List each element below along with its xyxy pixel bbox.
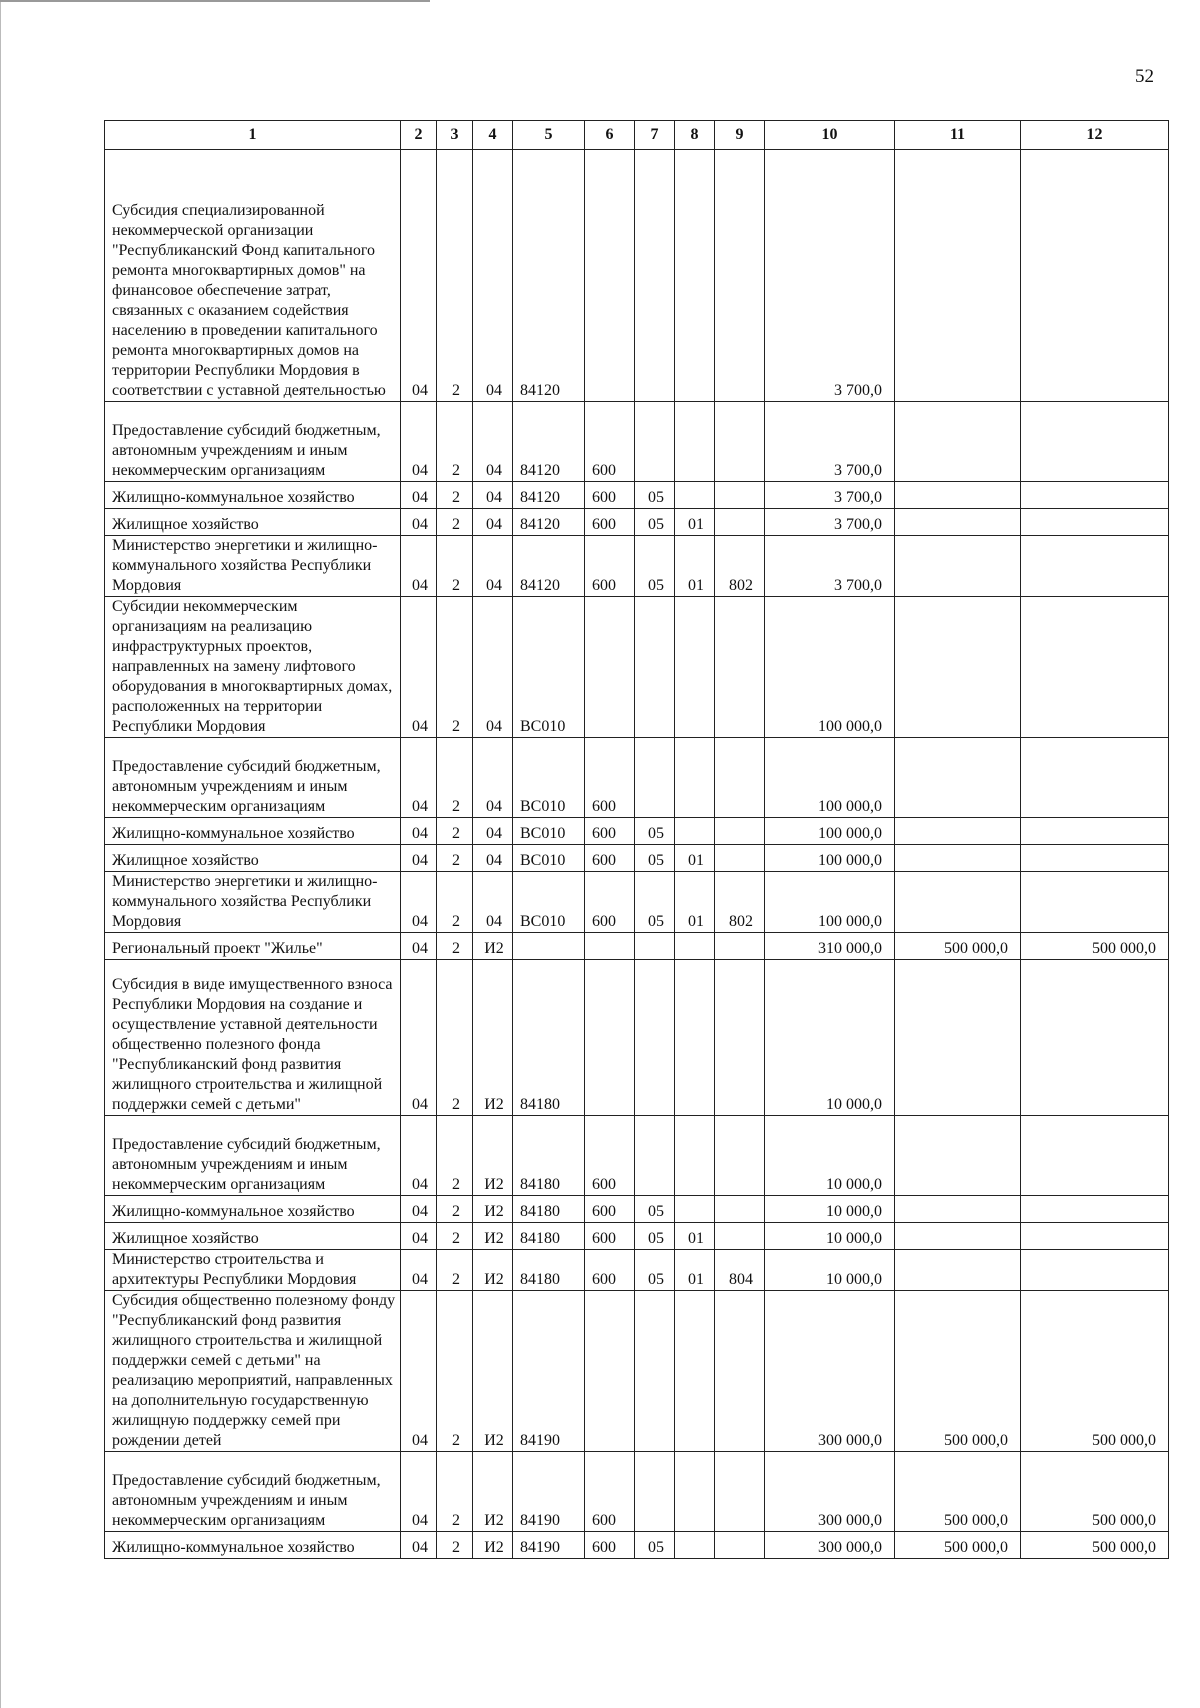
code-col-6: 600 <box>585 536 635 597</box>
amount-col-12 <box>1021 597 1169 738</box>
row-name: Жилищное хозяйство <box>105 509 401 536</box>
code-col-2: 04 <box>401 509 437 536</box>
amount-col-12 <box>1021 509 1169 536</box>
code-col-5: 84120 <box>513 509 585 536</box>
code-col-8 <box>675 1291 715 1452</box>
amount-col-12 <box>1021 1250 1169 1291</box>
code-col-4: 04 <box>473 818 513 845</box>
amount-col-11 <box>895 845 1021 872</box>
code-col-3: 2 <box>437 1291 473 1452</box>
header-row <box>105 121 1169 150</box>
code-col-6: 600 <box>585 845 635 872</box>
row-name: Министерство строительства и архитектуры Республики Мордовия <box>105 1250 401 1291</box>
code-col-4: 04 <box>473 597 513 738</box>
code-col-9: 802 <box>715 536 765 597</box>
table-row <box>105 1223 1169 1250</box>
table-row <box>105 402 1169 482</box>
code-col-6: 600 <box>585 1223 635 1250</box>
amount-col-10: 100 000,0 <box>765 738 895 818</box>
code-col-2: 04 <box>401 402 437 482</box>
code-col-9 <box>715 402 765 482</box>
code-col-7 <box>635 597 675 738</box>
row-name: Предоставление субсидий бюджетным, автономным учреждениям и иным некоммерческим организациям <box>105 738 401 818</box>
amount-col-12 <box>1021 482 1169 509</box>
code-col-8 <box>675 960 715 1116</box>
code-col-7 <box>635 933 675 960</box>
amount-col-11 <box>895 1250 1021 1291</box>
code-col-9 <box>715 1291 765 1452</box>
code-col-6: 600 <box>585 482 635 509</box>
code-col-7: 05 <box>635 482 675 509</box>
code-col-4: 04 <box>473 845 513 872</box>
table-row <box>105 1250 1169 1291</box>
code-col-3: 2 <box>437 738 473 818</box>
amount-col-11 <box>895 150 1021 402</box>
code-col-2: 04 <box>401 150 437 402</box>
code-col-5: 84120 <box>513 536 585 597</box>
code-col-9 <box>715 1116 765 1196</box>
amount-col-12: 500 000,0 <box>1021 1291 1169 1452</box>
row-name: Министерство энергетики и жилищно-коммунального хозяйства Республики Мордовия <box>105 872 401 933</box>
row-name: Министерство энергетики и жилищно-коммунального хозяйства Республики Мордовия <box>105 536 401 597</box>
code-col-8: 01 <box>675 1223 715 1250</box>
amount-col-11 <box>895 402 1021 482</box>
code-col-4: И2 <box>473 933 513 960</box>
amount-col-11 <box>895 509 1021 536</box>
budget-table <box>104 120 1169 1559</box>
amount-col-12 <box>1021 1196 1169 1223</box>
code-col-3: 2 <box>437 872 473 933</box>
code-col-8 <box>675 402 715 482</box>
code-col-4: 04 <box>473 482 513 509</box>
amount-col-12 <box>1021 536 1169 597</box>
code-col-9 <box>715 960 765 1116</box>
amount-col-12: 500 000,0 <box>1021 933 1169 960</box>
amount-col-11 <box>895 872 1021 933</box>
code-col-6 <box>585 933 635 960</box>
code-col-2: 04 <box>401 1452 437 1532</box>
code-col-4: 04 <box>473 738 513 818</box>
code-col-9 <box>715 150 765 402</box>
code-col-2: 04 <box>401 597 437 738</box>
table-body <box>105 150 1169 1559</box>
code-col-5: ВС010 <box>513 845 585 872</box>
code-col-7: 05 <box>635 509 675 536</box>
row-name: Жилищно-коммунальное хозяйство <box>105 1532 401 1559</box>
code-col-2: 04 <box>401 1223 437 1250</box>
code-col-4: 04 <box>473 509 513 536</box>
amount-col-12 <box>1021 818 1169 845</box>
code-col-9 <box>715 933 765 960</box>
code-col-2: 04 <box>401 960 437 1116</box>
code-col-8: 01 <box>675 845 715 872</box>
code-col-2: 04 <box>401 933 437 960</box>
amount-col-10: 100 000,0 <box>765 872 895 933</box>
amount-col-10: 3 700,0 <box>765 482 895 509</box>
code-col-7 <box>635 402 675 482</box>
amount-col-10: 100 000,0 <box>765 845 895 872</box>
code-col-4: И2 <box>473 1223 513 1250</box>
table-row <box>105 150 1169 402</box>
scan-top-mark <box>0 0 430 2</box>
table-row <box>105 738 1169 818</box>
amount-col-10: 100 000,0 <box>765 597 895 738</box>
amount-col-10: 3 700,0 <box>765 509 895 536</box>
code-col-5: 84120 <box>513 402 585 482</box>
code-col-8: 01 <box>675 509 715 536</box>
code-col-3: 2 <box>437 1196 473 1223</box>
row-name: Жилищно-коммунальное хозяйство <box>105 482 401 509</box>
amount-col-10: 10 000,0 <box>765 1250 895 1291</box>
row-name: Жилищно-коммунальное хозяйство <box>105 818 401 845</box>
code-col-8 <box>675 1532 715 1559</box>
code-col-6 <box>585 597 635 738</box>
code-col-8 <box>675 150 715 402</box>
code-col-8 <box>675 818 715 845</box>
header-col-12: 12 <box>1021 121 1169 150</box>
amount-col-11 <box>895 1196 1021 1223</box>
code-col-5: 84180 <box>513 1196 585 1223</box>
code-col-4: И2 <box>473 1196 513 1223</box>
code-col-4: И2 <box>473 960 513 1116</box>
code-col-3: 2 <box>437 1452 473 1532</box>
code-col-6 <box>585 1291 635 1452</box>
code-col-3: 2 <box>437 597 473 738</box>
code-col-5: 84120 <box>513 482 585 509</box>
code-col-4: И2 <box>473 1532 513 1559</box>
header-col-1: 1 <box>105 121 401 150</box>
code-col-8: 01 <box>675 872 715 933</box>
code-col-2: 04 <box>401 1291 437 1452</box>
code-col-2: 04 <box>401 482 437 509</box>
code-col-9 <box>715 1196 765 1223</box>
code-col-8 <box>675 1196 715 1223</box>
code-col-7 <box>635 1452 675 1532</box>
amount-col-11 <box>895 1223 1021 1250</box>
code-col-8 <box>675 1116 715 1196</box>
amount-col-11 <box>895 738 1021 818</box>
code-col-6: 600 <box>585 872 635 933</box>
code-col-9 <box>715 1532 765 1559</box>
code-col-4: 04 <box>473 536 513 597</box>
code-col-7 <box>635 960 675 1116</box>
code-col-7: 05 <box>635 1250 675 1291</box>
code-col-5: 84180 <box>513 1250 585 1291</box>
code-col-7: 05 <box>635 845 675 872</box>
amount-col-11 <box>895 597 1021 738</box>
code-col-4: И2 <box>473 1250 513 1291</box>
table-row <box>105 960 1169 1116</box>
amount-col-10: 300 000,0 <box>765 1452 895 1532</box>
amount-col-10: 3 700,0 <box>765 402 895 482</box>
code-col-9 <box>715 1452 765 1532</box>
code-col-3: 2 <box>437 845 473 872</box>
amount-col-11: 500 000,0 <box>895 1452 1021 1532</box>
header-col-2: 2 <box>401 121 437 150</box>
table-row <box>105 818 1169 845</box>
amount-col-10: 3 700,0 <box>765 536 895 597</box>
code-col-7 <box>635 1116 675 1196</box>
code-col-9 <box>715 597 765 738</box>
amount-col-12 <box>1021 402 1169 482</box>
table-row <box>105 1196 1169 1223</box>
amount-col-12 <box>1021 845 1169 872</box>
row-name: Региональный проект "Жилье" <box>105 933 401 960</box>
amount-col-10: 310 000,0 <box>765 933 895 960</box>
amount-col-12 <box>1021 1223 1169 1250</box>
code-col-5: 84190 <box>513 1291 585 1452</box>
code-col-3: 2 <box>437 1532 473 1559</box>
row-name: Субсидия в виде имущественного взноса Республики Мордовия на создание и осуществление уставной деятельности общественно полезного фонда "Республиканский фонд развития жилищного строительства и жилищной поддержки семей с детьми" <box>105 960 401 1116</box>
amount-col-12 <box>1021 738 1169 818</box>
amount-col-11 <box>895 960 1021 1116</box>
code-col-6: 600 <box>585 402 635 482</box>
code-col-4: И2 <box>473 1116 513 1196</box>
table-row <box>105 933 1169 960</box>
header-col-5: 5 <box>513 121 585 150</box>
amount-col-10: 300 000,0 <box>765 1291 895 1452</box>
amount-col-12: 500 000,0 <box>1021 1452 1169 1532</box>
amount-col-10: 10 000,0 <box>765 1196 895 1223</box>
amount-col-11 <box>895 536 1021 597</box>
table-row <box>105 1452 1169 1532</box>
code-col-5: 84120 <box>513 150 585 402</box>
code-col-2: 04 <box>401 872 437 933</box>
code-col-4: 04 <box>473 150 513 402</box>
code-col-8 <box>675 597 715 738</box>
code-col-3: 2 <box>437 402 473 482</box>
row-name: Предоставление субсидий бюджетным, автономным учреждениям и иным некоммерческим организациям <box>105 1116 401 1196</box>
table-row <box>105 845 1169 872</box>
code-col-8: 01 <box>675 536 715 597</box>
row-name: Жилищно-коммунальное хозяйство <box>105 1196 401 1223</box>
amount-col-12 <box>1021 872 1169 933</box>
code-col-6: 600 <box>585 1452 635 1532</box>
code-col-8: 01 <box>675 1250 715 1291</box>
code-col-5: 84190 <box>513 1452 585 1532</box>
amount-col-12 <box>1021 1116 1169 1196</box>
code-col-2: 04 <box>401 1250 437 1291</box>
scan-edge-mark <box>0 0 1 1708</box>
row-name: Субсидия специализированной некоммерческой организации "Республиканский Фонд капитального ремонта многоквартирных домов" на финансовое обеспечение затрат, связанных с оказанием содействия населению в проведении капитального ремонта многоквартирных домов на территории Республики Мордовия в соответствии с уставной деятельностью <box>105 150 401 402</box>
code-col-3: 2 <box>437 960 473 1116</box>
header-col-8: 8 <box>675 121 715 150</box>
code-col-3: 2 <box>437 150 473 402</box>
code-col-4: 04 <box>473 872 513 933</box>
code-col-3: 2 <box>437 1116 473 1196</box>
table-row <box>105 509 1169 536</box>
row-name: Субсидии некоммерческим организациям на реализацию инфраструктурных проектов, направленных на замену лифтового оборудования в многоквартирных домах, расположенных на территории Республики Мордовия <box>105 597 401 738</box>
page-number: 52 <box>1135 66 1154 87</box>
code-col-5: 84190 <box>513 1532 585 1559</box>
code-col-7: 05 <box>635 536 675 597</box>
code-col-2: 04 <box>401 818 437 845</box>
header-col-11: 11 <box>895 121 1021 150</box>
amount-col-10: 10 000,0 <box>765 1223 895 1250</box>
code-col-7 <box>635 150 675 402</box>
code-col-6 <box>585 960 635 1116</box>
amount-col-10: 100 000,0 <box>765 818 895 845</box>
code-col-4: И2 <box>473 1291 513 1452</box>
code-col-5: 84180 <box>513 960 585 1116</box>
code-col-7: 05 <box>635 1196 675 1223</box>
code-col-7 <box>635 738 675 818</box>
amount-col-12: 500 000,0 <box>1021 1532 1169 1559</box>
table-row <box>105 597 1169 738</box>
code-col-5: ВС010 <box>513 597 585 738</box>
code-col-8 <box>675 482 715 509</box>
code-col-7: 05 <box>635 1223 675 1250</box>
table-row <box>105 1116 1169 1196</box>
code-col-6 <box>585 150 635 402</box>
code-col-3: 2 <box>437 509 473 536</box>
table-row <box>105 1291 1169 1452</box>
code-col-9 <box>715 845 765 872</box>
code-col-4: И2 <box>473 1452 513 1532</box>
code-col-3: 2 <box>437 1223 473 1250</box>
code-col-2: 04 <box>401 738 437 818</box>
amount-col-11 <box>895 1116 1021 1196</box>
amount-col-10: 10 000,0 <box>765 960 895 1116</box>
amount-col-10: 10 000,0 <box>765 1116 895 1196</box>
code-col-2: 04 <box>401 1116 437 1196</box>
code-col-2: 04 <box>401 1196 437 1223</box>
code-col-7: 05 <box>635 1532 675 1559</box>
amount-col-11: 500 000,0 <box>895 933 1021 960</box>
table-row <box>105 482 1169 509</box>
amount-col-12 <box>1021 150 1169 402</box>
code-col-9 <box>715 509 765 536</box>
code-col-5: ВС010 <box>513 818 585 845</box>
code-col-6: 600 <box>585 738 635 818</box>
code-col-5 <box>513 933 585 960</box>
code-col-3: 2 <box>437 1250 473 1291</box>
header-col-7: 7 <box>635 121 675 150</box>
header-col-10: 10 <box>765 121 895 150</box>
code-col-2: 04 <box>401 536 437 597</box>
code-col-8 <box>675 738 715 818</box>
code-col-3: 2 <box>437 536 473 597</box>
code-col-5: 84180 <box>513 1223 585 1250</box>
amount-col-10: 3 700,0 <box>765 150 895 402</box>
code-col-2: 04 <box>401 1532 437 1559</box>
code-col-6: 600 <box>585 509 635 536</box>
code-col-9: 802 <box>715 872 765 933</box>
code-col-7: 05 <box>635 818 675 845</box>
table-row <box>105 872 1169 933</box>
code-col-9 <box>715 738 765 818</box>
table-row <box>105 536 1169 597</box>
code-col-9 <box>715 482 765 509</box>
code-col-3: 2 <box>437 933 473 960</box>
code-col-6: 600 <box>585 1250 635 1291</box>
code-col-9 <box>715 1223 765 1250</box>
code-col-9: 804 <box>715 1250 765 1291</box>
code-col-9 <box>715 818 765 845</box>
code-col-5: 84180 <box>513 1116 585 1196</box>
row-name: Жилищное хозяйство <box>105 845 401 872</box>
row-name: Предоставление субсидий бюджетным, автономным учреждениям и иным некоммерческим организациям <box>105 1452 401 1532</box>
code-col-5: ВС010 <box>513 738 585 818</box>
header-col-4: 4 <box>473 121 513 150</box>
code-col-6: 600 <box>585 1196 635 1223</box>
code-col-5: ВС010 <box>513 872 585 933</box>
row-name: Субсидия общественно полезному фонду "Республиканский фонд развития жилищного строительства и жилищной поддержки семей с детьми" на реализацию мероприятий, направленных на дополнительную государственную жилищную поддержку семей при рождении детей <box>105 1291 401 1452</box>
amount-col-11: 500 000,0 <box>895 1532 1021 1559</box>
code-col-7 <box>635 1291 675 1452</box>
header-col-9: 9 <box>715 121 765 150</box>
code-col-6: 600 <box>585 1532 635 1559</box>
amount-col-11 <box>895 818 1021 845</box>
code-col-3: 2 <box>437 818 473 845</box>
code-col-7: 05 <box>635 872 675 933</box>
amount-col-11: 500 000,0 <box>895 1291 1021 1452</box>
amount-col-10: 300 000,0 <box>765 1532 895 1559</box>
amount-col-11 <box>895 482 1021 509</box>
header-col-6: 6 <box>585 121 635 150</box>
code-col-8 <box>675 1452 715 1532</box>
table-row <box>105 1532 1169 1559</box>
amount-col-12 <box>1021 960 1169 1116</box>
row-name: Предоставление субсидий бюджетным, автономным учреждениям и иным некоммерческим организациям <box>105 402 401 482</box>
code-col-6: 600 <box>585 1116 635 1196</box>
code-col-6: 600 <box>585 818 635 845</box>
code-col-3: 2 <box>437 482 473 509</box>
header-col-3: 3 <box>437 121 473 150</box>
code-col-8 <box>675 933 715 960</box>
code-col-4: 04 <box>473 402 513 482</box>
code-col-2: 04 <box>401 845 437 872</box>
row-name: Жилищное хозяйство <box>105 1223 401 1250</box>
